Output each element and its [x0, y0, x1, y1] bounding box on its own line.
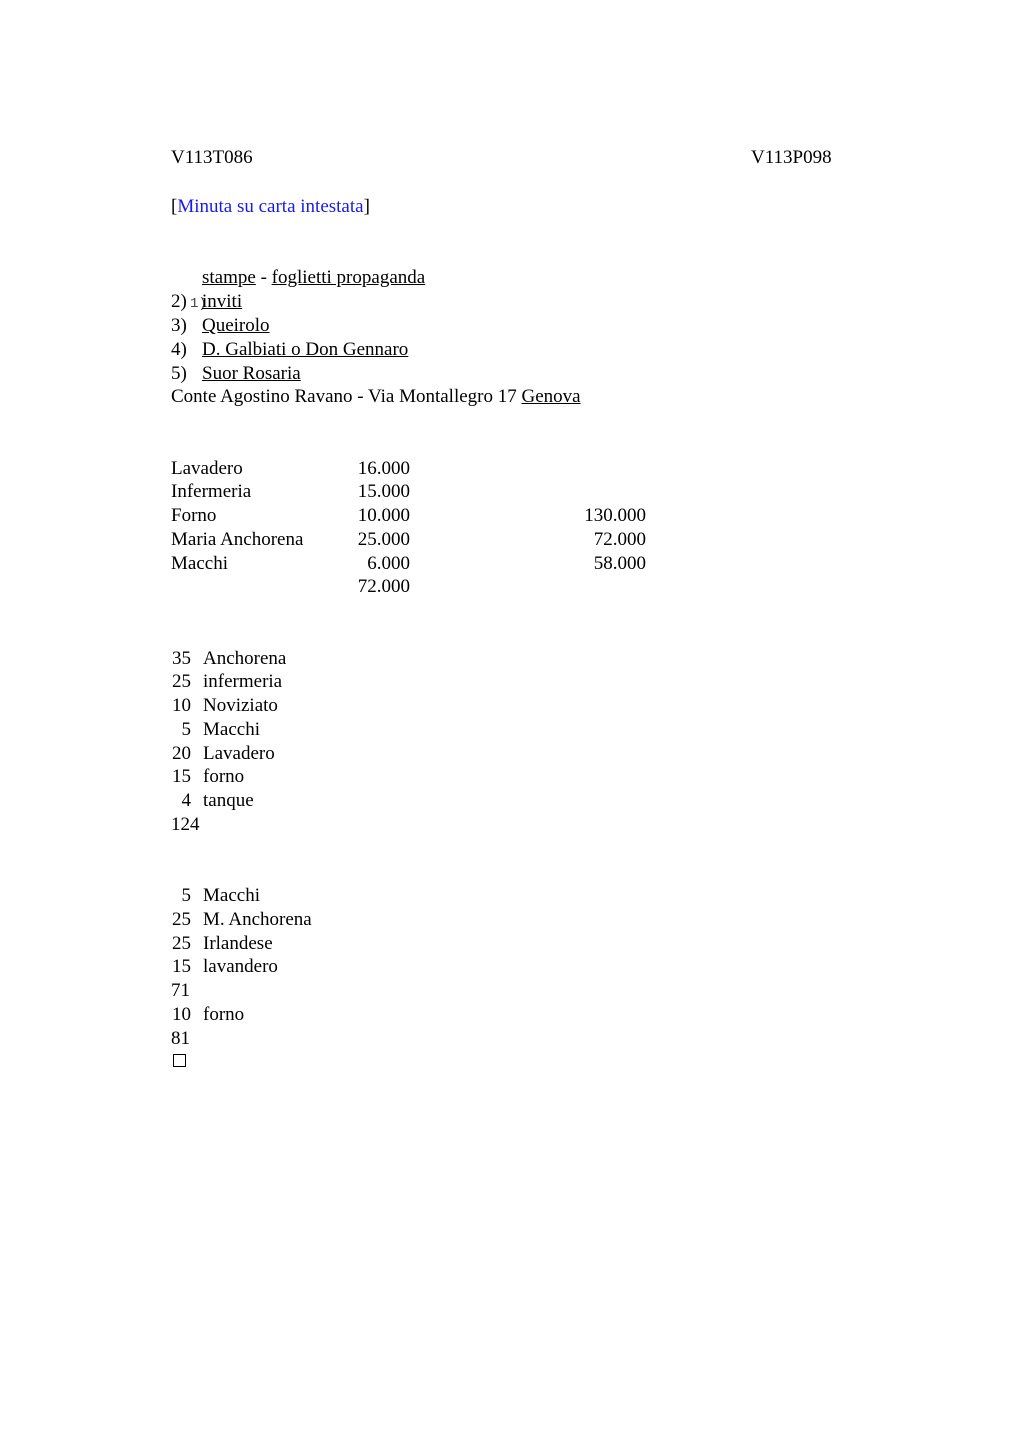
- ledger-amount: 16.000: [357, 458, 410, 479]
- ledger-total: 72.000: [357, 576, 410, 597]
- agenda-number: 4): [171, 339, 187, 360]
- agenda-item-text: [202, 266, 425, 290]
- ledger-amount: 15.000: [357, 481, 410, 502]
- agenda-text: foglietti propaganda: [271, 267, 426, 288]
- ledger-label: Lavadero: [171, 458, 243, 479]
- tally-number: 10: [172, 1004, 191, 1025]
- tally-number: 15: [172, 956, 191, 977]
- agenda-text: inviti: [202, 291, 243, 312]
- tally-number: 20: [172, 743, 191, 764]
- tally-label: Macchi: [203, 719, 260, 740]
- tally-label: M. Anchorena: [203, 909, 312, 930]
- ledger-label: Forno: [171, 505, 217, 526]
- address-text: Conte Agostino Ravano - Via Montallegro 17: [171, 386, 522, 407]
- ledger-right-amount: 58.000: [593, 553, 646, 574]
- agenda-separator: -: [255, 267, 272, 288]
- agenda-text: Queirolo: [202, 315, 270, 336]
- tally-label: Macchi: [203, 885, 260, 906]
- ledger-amount: 10.000: [357, 505, 410, 526]
- tally-label: lavandero: [203, 956, 278, 977]
- tally-number: 15: [172, 766, 191, 787]
- ledger-amount: 25.000: [357, 529, 410, 550]
- tally-label: Lavadero: [203, 743, 275, 764]
- tally-label: forno: [203, 1004, 245, 1025]
- agenda-number: 2): [171, 291, 187, 312]
- end-box-icon: [173, 1054, 186, 1067]
- tally-label: tanque: [203, 790, 254, 811]
- document-code-right: V113P098: [751, 147, 832, 168]
- tally-number: 5: [181, 719, 191, 740]
- ledger-right-amount: 72.000: [593, 529, 646, 550]
- tally-number: 25: [172, 671, 191, 692]
- note-text: Minuta su carta intestata: [177, 196, 364, 217]
- agenda-number: 3): [171, 315, 187, 336]
- tally-number: 25: [172, 933, 191, 954]
- ledger-label: Macchi: [171, 553, 228, 574]
- address-line: [171, 385, 581, 409]
- editorial-note: [171, 195, 370, 219]
- tally-number: 4: [181, 790, 191, 811]
- note-close-bracket: ]: [363, 196, 370, 217]
- agenda-text: Suor Rosaria: [202, 363, 301, 384]
- note-open-bracket: [: [171, 196, 178, 217]
- agenda-number: 1): [190, 296, 207, 312]
- tally-number: 25: [172, 909, 191, 930]
- tally-total: 81: [171, 1028, 190, 1049]
- tally-label: forno: [203, 766, 245, 787]
- ledger-amount: 6.000: [367, 553, 410, 574]
- agenda-number: 5): [171, 363, 187, 384]
- tally-label: Irlandese: [203, 933, 273, 954]
- document-code-left: V113T086: [171, 147, 253, 168]
- tally-number: 10: [172, 695, 191, 716]
- tally-label: infermeria: [203, 671, 283, 692]
- tally-label: Anchorena: [203, 648, 287, 669]
- tally-subtotal: 71: [171, 980, 190, 1001]
- tally-number: 5: [181, 885, 191, 906]
- tally-label: Noviziato: [203, 695, 278, 716]
- ledger-label: Maria Anchorena: [171, 529, 304, 550]
- address-city: Genova: [521, 386, 581, 407]
- tally-total: 124: [171, 814, 200, 835]
- agenda-text: stampe: [202, 267, 256, 288]
- agenda-text: D. Galbiati o Don Gennaro: [202, 339, 409, 360]
- tally-number: 35: [172, 648, 191, 669]
- ledger-right-amount: 130.000: [584, 505, 646, 526]
- ledger-label: Infermeria: [171, 481, 252, 502]
